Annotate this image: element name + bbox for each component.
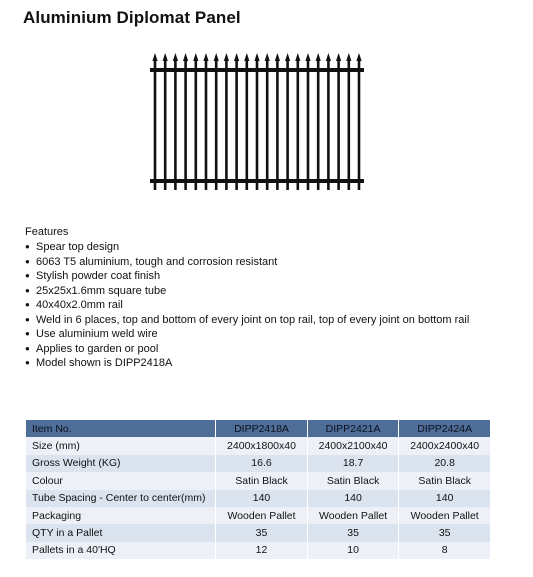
feature-text: 25x25x1.6mm square tube bbox=[36, 284, 167, 297]
spear-top bbox=[295, 53, 300, 61]
picket bbox=[205, 60, 208, 190]
feature-item bbox=[25, 313, 469, 328]
spear-top bbox=[163, 53, 168, 61]
spear-top bbox=[254, 53, 259, 61]
spear-top bbox=[356, 53, 361, 61]
picket bbox=[195, 60, 198, 190]
spear-top bbox=[305, 53, 310, 61]
picket bbox=[225, 60, 228, 190]
feature-item bbox=[25, 342, 469, 357]
spear-top bbox=[234, 53, 239, 61]
bullet-icon: ● bbox=[25, 314, 30, 324]
spear-top bbox=[224, 53, 229, 61]
feature-text: Weld in 6 places, top and bottom of every joint on top rail, top of every joint on bottom rail bbox=[36, 313, 470, 326]
picket bbox=[154, 60, 157, 190]
feature-item bbox=[25, 356, 469, 371]
table-cell: 140 bbox=[307, 490, 399, 507]
row-label: Gross Weight (KG) bbox=[26, 455, 216, 472]
spear-top bbox=[346, 53, 351, 61]
feature-item bbox=[25, 240, 469, 255]
bullet-icon: ● bbox=[25, 343, 30, 353]
row-label: Tube Spacing - Center to center(mm) bbox=[26, 490, 216, 507]
bullet-icon: ● bbox=[25, 358, 30, 367]
spear-top bbox=[173, 53, 178, 61]
spear-top bbox=[336, 53, 341, 61]
bullet-icon: ● bbox=[25, 300, 30, 309]
row-label: Pallets in a 40'HQ bbox=[26, 542, 216, 559]
table-cell: 20.8 bbox=[399, 455, 491, 472]
spear-top bbox=[244, 53, 249, 61]
fence-panel-icon bbox=[145, 48, 371, 196]
picket bbox=[246, 60, 249, 190]
column-header: Item No. bbox=[26, 420, 216, 437]
feature-item bbox=[25, 284, 469, 299]
spear-top bbox=[214, 53, 219, 61]
table-row bbox=[26, 490, 491, 507]
feature-item bbox=[25, 255, 469, 270]
spear-top bbox=[275, 53, 280, 61]
feature-text: Model shown is DIPP2418A bbox=[36, 357, 173, 369]
table-cell: 16.6 bbox=[216, 455, 308, 472]
table-row bbox=[26, 524, 491, 541]
picket bbox=[286, 60, 289, 190]
picket bbox=[256, 60, 259, 190]
picket bbox=[307, 60, 310, 190]
table-cell: 2400x2100x40 bbox=[307, 437, 399, 454]
picket bbox=[358, 60, 361, 190]
table-cell: Wooden Pallet bbox=[216, 507, 308, 524]
features-heading: Features bbox=[25, 226, 69, 238]
picket bbox=[184, 60, 187, 190]
feature-item bbox=[25, 269, 469, 284]
bullet-icon: ● bbox=[25, 256, 30, 266]
picket bbox=[235, 60, 238, 190]
spear-top bbox=[265, 53, 270, 61]
spear-top bbox=[316, 53, 321, 61]
feature-text: Stylish powder coat finish bbox=[36, 270, 161, 282]
table-row bbox=[26, 507, 491, 524]
table-cell: Satin Black bbox=[399, 472, 491, 489]
table-cell: 35 bbox=[307, 524, 399, 541]
feature-text: Spear top design bbox=[36, 241, 120, 253]
spear-top bbox=[285, 53, 290, 61]
table-cell: 35 bbox=[216, 524, 308, 541]
feature-text: 6063 T5 aluminium, tough and corrosion resistant bbox=[36, 255, 278, 268]
table-cell: Wooden Pallet bbox=[399, 507, 491, 524]
picket bbox=[266, 60, 269, 190]
feature-item bbox=[25, 298, 469, 313]
feature-text: Use aluminium weld wire bbox=[36, 328, 158, 340]
feature-item bbox=[25, 327, 469, 342]
spear-top bbox=[152, 53, 157, 61]
bullet-icon: ● bbox=[25, 271, 30, 280]
picket bbox=[276, 60, 279, 190]
row-label: Size (mm) bbox=[26, 437, 216, 454]
spec-table bbox=[26, 420, 491, 559]
picket bbox=[215, 60, 218, 190]
table-row bbox=[26, 472, 491, 489]
table-cell: Satin Black bbox=[307, 472, 399, 489]
spear-top bbox=[326, 53, 331, 61]
feature-list bbox=[25, 240, 469, 371]
column-header: DIPP2424A bbox=[399, 420, 491, 437]
spear-top bbox=[183, 53, 188, 61]
spec-table-header-row bbox=[26, 420, 491, 437]
picket bbox=[337, 60, 340, 190]
table-cell: 18.7 bbox=[307, 455, 399, 472]
table-row bbox=[26, 455, 491, 472]
picket bbox=[174, 60, 177, 190]
table-cell: 2400x1800x40 bbox=[216, 437, 308, 454]
picket bbox=[164, 60, 167, 190]
bullet-icon: ● bbox=[25, 329, 30, 338]
table-row bbox=[26, 542, 491, 559]
row-label: Packaging bbox=[26, 507, 216, 524]
table-row bbox=[26, 437, 491, 454]
page-title: Aluminium Diplomat Panel bbox=[23, 8, 241, 27]
table-cell: 12 bbox=[216, 542, 308, 559]
spear-top bbox=[193, 53, 198, 61]
table-cell: 10 bbox=[307, 542, 399, 559]
table-cell: 140 bbox=[216, 490, 308, 507]
table-cell: 140 bbox=[399, 490, 491, 507]
column-header: DIPP2421A bbox=[307, 420, 399, 437]
picket bbox=[317, 60, 320, 190]
picket bbox=[327, 60, 330, 190]
picket bbox=[348, 60, 351, 190]
table-cell: Wooden Pallet bbox=[307, 507, 399, 524]
feature-text: Applies to garden or pool bbox=[36, 342, 159, 355]
table-cell: 8 bbox=[399, 542, 491, 559]
bullet-icon: ● bbox=[25, 285, 30, 295]
row-label: QTY in a Pallet bbox=[26, 524, 216, 541]
picket bbox=[297, 60, 300, 190]
table-cell: 35 bbox=[399, 524, 491, 541]
feature-text: 40x40x2.0mm rail bbox=[36, 299, 123, 311]
spear-top bbox=[203, 53, 208, 61]
row-label: Colour bbox=[26, 472, 216, 489]
table-cell: 2400x2400x40 bbox=[399, 437, 491, 454]
column-header: DIPP2418A bbox=[216, 420, 308, 437]
table-cell: Satin Black bbox=[216, 472, 308, 489]
bullet-icon: ● bbox=[25, 242, 30, 251]
